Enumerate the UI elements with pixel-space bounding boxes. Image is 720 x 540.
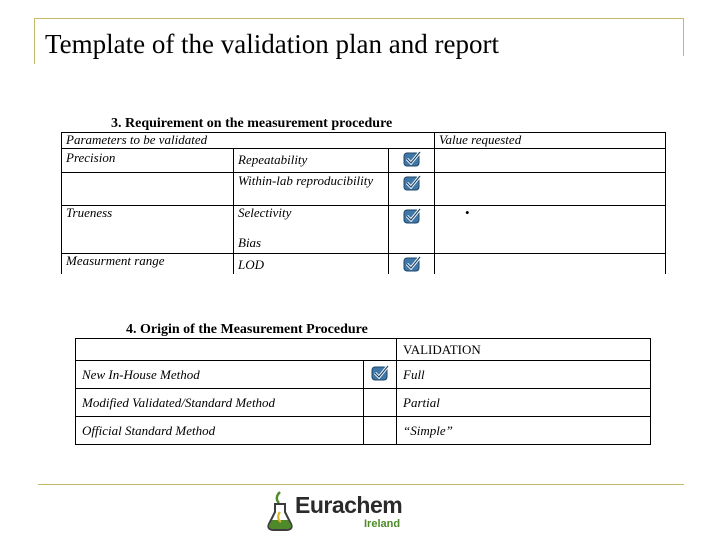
check-cell	[389, 149, 435, 173]
check-icon	[369, 363, 391, 383]
sub-cell: Within-lab reproducibility	[234, 173, 389, 206]
param-cell	[62, 173, 234, 206]
origin-table	[75, 338, 651, 445]
table-header-row	[62, 133, 666, 149]
check-cell	[389, 206, 435, 254]
table-row	[76, 361, 651, 389]
check-cell	[389, 173, 435, 206]
check-icon	[401, 254, 423, 274]
table-row	[76, 417, 651, 445]
section3-image-crop	[55, 112, 670, 274]
method-cell: Official Standard Method	[76, 417, 364, 445]
logo-name: Eurachem	[295, 492, 403, 518]
table-row	[62, 149, 666, 173]
eurachem-logo	[266, 488, 416, 534]
value-cell	[435, 173, 666, 206]
table-row	[62, 254, 666, 275]
sub-cell: LOD	[234, 254, 389, 275]
table-row	[76, 389, 651, 417]
check-cell	[389, 254, 435, 275]
value-cell	[435, 254, 666, 275]
param-cell: Trueness	[62, 206, 234, 254]
section4-heading: 4. Origin of the Measurement Procedure	[126, 322, 368, 337]
col-parameters: Parameters to be validated	[62, 133, 435, 149]
check-icon	[401, 149, 423, 169]
sub-cell: Repeatability	[234, 149, 389, 173]
frame-bottom-line	[38, 484, 684, 485]
check-cell	[364, 361, 397, 389]
level-cell: “Simple”	[397, 417, 651, 445]
logo-subtitle: Ireland	[364, 518, 401, 530]
check-cell	[364, 389, 397, 417]
table-row	[62, 173, 666, 206]
validation-header: VALIDATION	[397, 339, 651, 361]
value-cell	[435, 206, 666, 254]
param-cell: Precision	[62, 149, 234, 173]
col-value-requested: Value requested	[435, 133, 666, 149]
check-icon	[401, 173, 423, 193]
sub-cell-bias: Bias	[238, 235, 262, 250]
level-cell: Partial	[397, 389, 651, 417]
sub-cell: Selectivity Bias	[234, 206, 389, 254]
table-row	[62, 206, 666, 254]
requirements-table	[61, 132, 666, 274]
check-icon	[401, 206, 423, 226]
frame-top-line	[34, 18, 684, 19]
section3-heading: 3. Requirement on the measurement procedure	[111, 116, 393, 131]
level-cell: Full	[397, 361, 651, 389]
param-cell: Measurment range	[62, 254, 234, 275]
method-cell: Modified Validated/Standard Method	[76, 389, 364, 417]
table-header-row	[76, 339, 651, 361]
value-cell	[435, 149, 666, 173]
slide-title: Template of the validation plan and report	[45, 29, 499, 59]
bullet: •	[465, 205, 470, 220]
method-cell: New In-House Method	[76, 361, 364, 389]
frame-left-line	[34, 18, 35, 64]
check-cell	[364, 417, 397, 445]
frame-right-line	[683, 18, 684, 56]
flask-icon	[266, 490, 294, 532]
